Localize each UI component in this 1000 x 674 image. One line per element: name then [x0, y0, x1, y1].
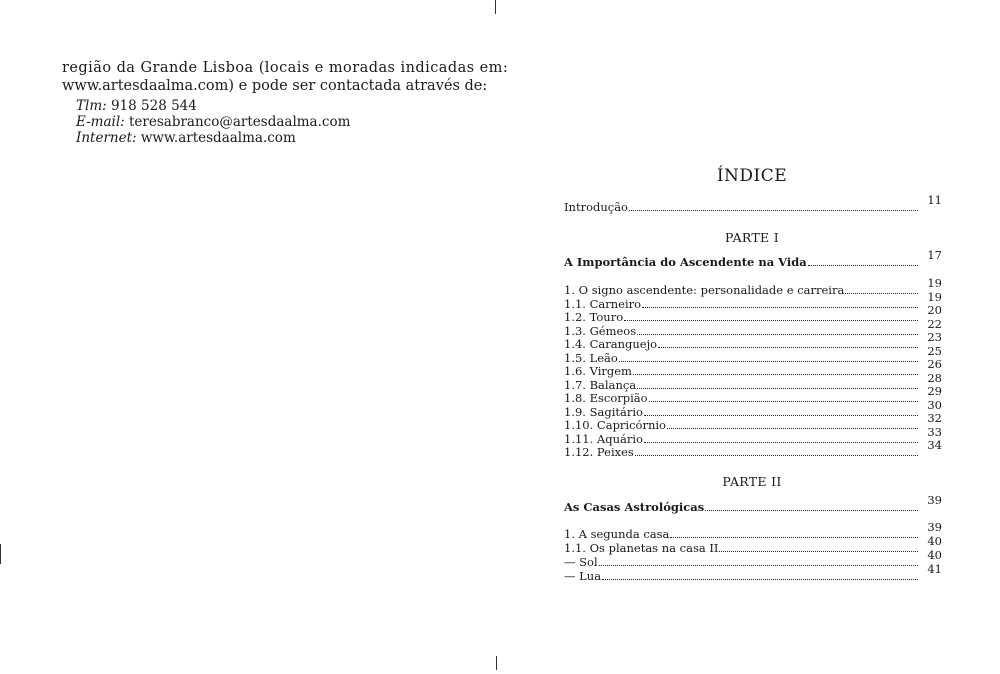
dot-leader: [719, 550, 918, 552]
dot-leader: [705, 509, 918, 511]
toc-entry-page: 34: [927, 438, 942, 452]
dot-leader: [808, 264, 918, 266]
contact-phone: [76, 98, 197, 114]
part-1-title: PARTE I: [725, 230, 779, 245]
dot-leader: [649, 400, 918, 402]
toc-entry-page: 28: [927, 370, 942, 385]
toc-heading-part-1: [564, 248, 942, 269]
dot-leader: [644, 414, 918, 416]
toc-entry-intro: [564, 193, 942, 214]
toc-entry-label: — Sol: [564, 555, 598, 569]
index-title: ÍNDICE: [716, 166, 788, 186]
dot-leader: [644, 441, 918, 443]
toc-entry-page: 39: [927, 520, 942, 534]
toc-entry-label: 1.11. Aquário: [564, 431, 643, 446]
toc-entry: [564, 520, 942, 541]
dot-leader: [602, 578, 918, 580]
toc-entry-page: 33: [927, 424, 942, 439]
scan-mark-top: [495, 0, 496, 14]
toc-entry-label: 1.6. Virgem: [564, 364, 632, 378]
toc-entry-page: 26: [927, 357, 942, 371]
toc-heading-label: As Casas Astrológicas: [564, 500, 705, 514]
toc-entry-label: Introdução: [564, 200, 628, 214]
toc-entry-label: 1. O signo ascendente: personalidade e carreira: [564, 283, 845, 297]
toc-entry-page: 11: [927, 193, 942, 207]
dot-leader: [670, 536, 918, 538]
toc-entry-page: 40: [927, 534, 942, 548]
left-page-line-1: região da Grande Lisboa (locais e moradas indicadas em:: [62, 60, 509, 76]
dot-leader: [667, 427, 918, 429]
scan-mark-bottom: [496, 656, 497, 670]
toc-heading-page: 39: [927, 493, 942, 507]
toc-entry-label: 1.3. Gémeos: [564, 323, 637, 338]
dot-leader: [624, 319, 918, 321]
toc-entry-label: 1. A segunda casa: [564, 527, 670, 541]
dot-leader: [635, 454, 918, 456]
contact-email-value: teresabranco@artesdaalma.com: [124, 114, 351, 130]
dot-leader: [619, 360, 918, 362]
contact-email: [76, 114, 350, 130]
toc-entry-label: 1.7. Balança: [564, 377, 637, 392]
toc-entry: [564, 276, 942, 297]
toc-heading-page: 17: [927, 248, 942, 262]
toc-entry-label: 1.8. Escorpião: [564, 391, 648, 405]
toc-entry-label: 1.1. Os planetas na casa II: [564, 541, 719, 555]
dot-leader: [633, 373, 918, 375]
toc-entry-page: 29: [927, 384, 942, 398]
dot-leader: [658, 346, 918, 348]
dot-leader: [642, 306, 918, 308]
toc-entry-label: 1.2. Touro: [564, 310, 624, 324]
toc-entry-label: 1.1. Carneiro: [564, 296, 642, 311]
part-2-title: PARTE II: [722, 474, 782, 489]
dot-leader: [637, 333, 918, 335]
contact-website-value: www.artesdaalma.com: [136, 130, 296, 146]
toc-entry-label: 1.4. Caranguejo: [564, 337, 658, 351]
dot-leader: [599, 564, 918, 566]
dot-leader: [637, 387, 918, 389]
contact-email-label: E-mail:: [76, 114, 125, 130]
dot-leader: [845, 292, 918, 294]
toc-entry-label: 1.12. Peixes: [564, 445, 634, 459]
toc-entry-label: 1.10. Capricórnio: [564, 418, 666, 432]
toc-entry-page: 19: [927, 289, 942, 304]
toc-entry-page: 30: [927, 397, 942, 412]
toc-entry-page: 20: [927, 303, 942, 317]
toc-entry-label: — Lua: [564, 569, 602, 583]
contact-phone-label: Tlm:: [76, 98, 107, 114]
dot-leader: [629, 209, 918, 211]
toc-entry-page: 23: [927, 330, 942, 344]
toc-entry-page: 41: [927, 562, 942, 576]
scan-mark-left-edge: [0, 544, 1, 564]
contact-website-label: Internet:: [76, 130, 137, 146]
toc-entry-page: 32: [927, 411, 942, 425]
left-page-line-2: www.artesdaalma.com) e pode ser contactada através de:: [62, 78, 488, 94]
toc-entry-page: 25: [927, 343, 942, 358]
toc-entry-page: 19: [927, 276, 942, 290]
toc-entry-label: 1.5. Leão: [564, 350, 618, 365]
contact-phone-value: 918 528 544: [106, 98, 197, 114]
toc-heading-label: A Importância do Ascendente na Vida: [564, 255, 807, 269]
toc-entry-page: 22: [927, 316, 942, 331]
contact-website: [76, 130, 296, 146]
toc-entry-page: 40: [927, 548, 942, 562]
toc-heading-part-2: [564, 493, 942, 514]
toc-entry-label: 1.9. Sagitário: [564, 404, 643, 419]
